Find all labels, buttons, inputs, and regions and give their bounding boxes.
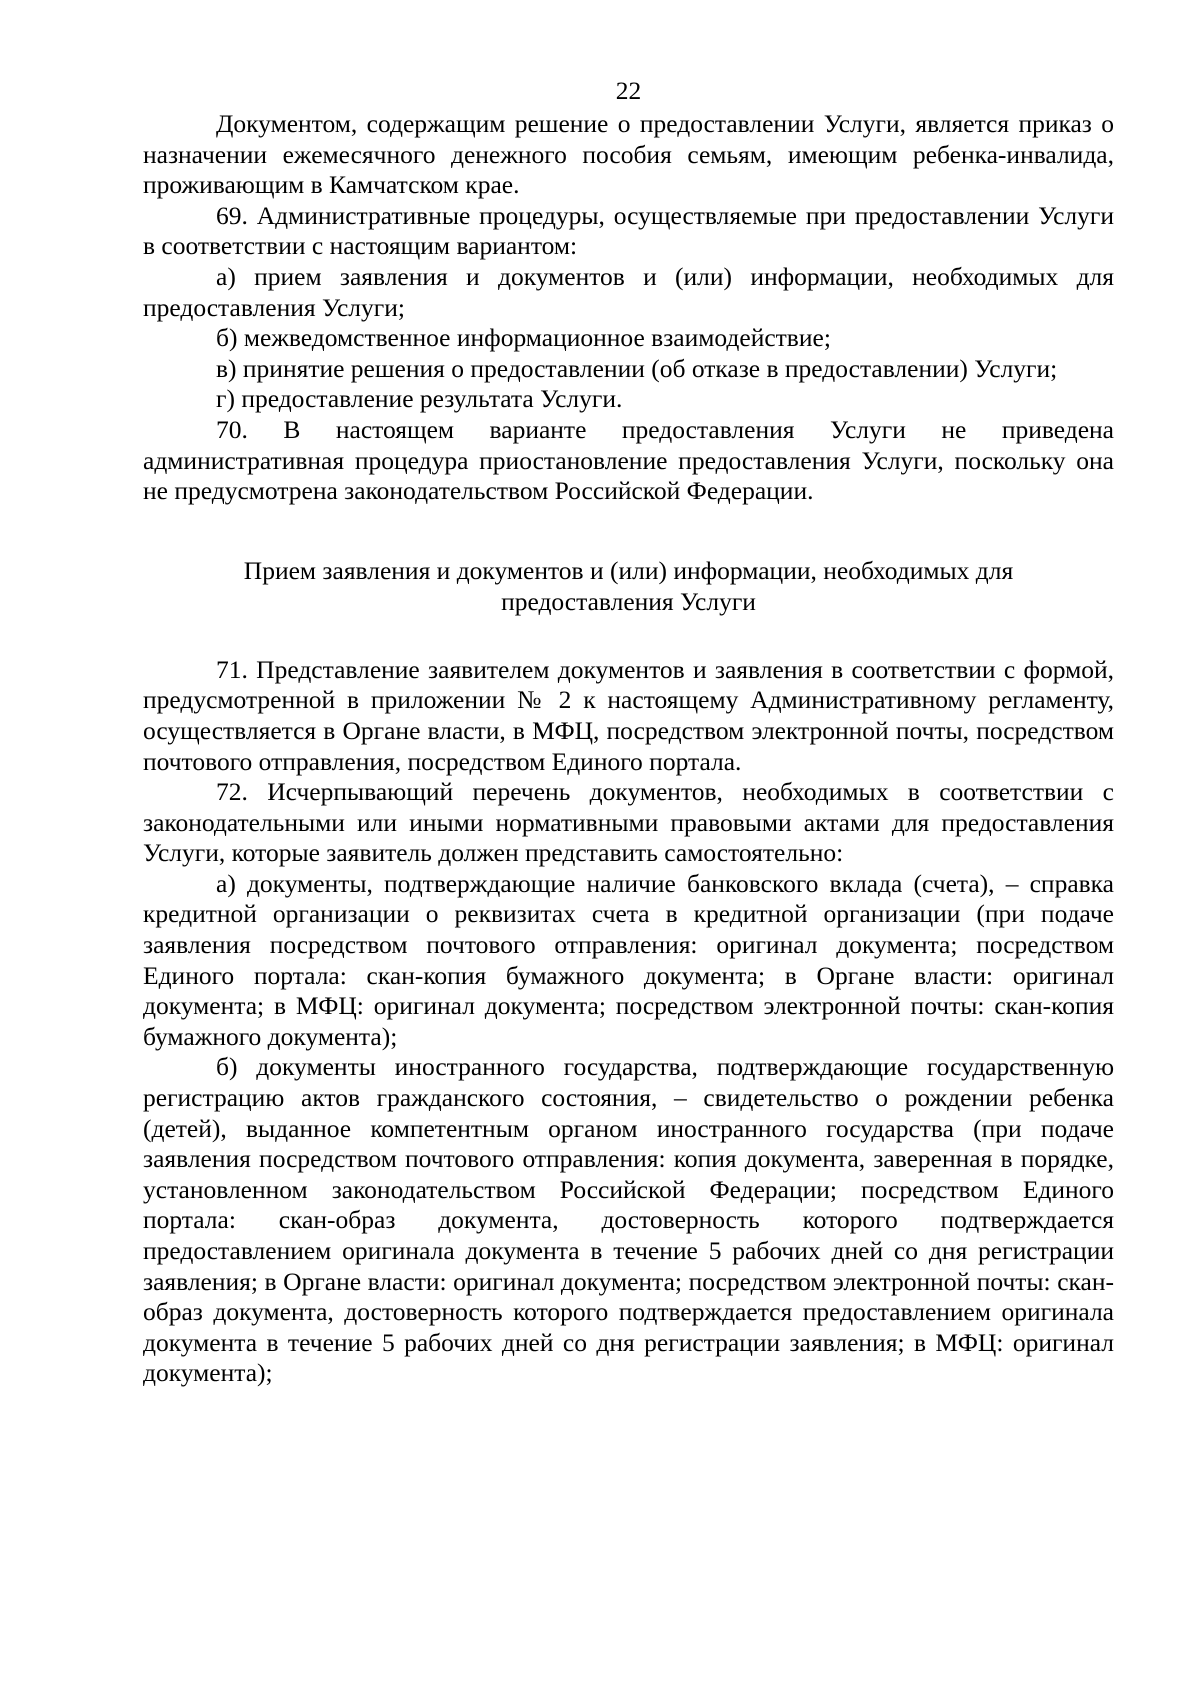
paragraph-72: 72. Исчерпывающий перечень документов, необходимых в соответствии с законодательными или иными нормативными правовыми актами для предоставления Услуги, которые заявитель должен представить самостоятельно:: [143, 777, 1114, 868]
list-item-g: г) предоставление результата Услуги.: [216, 384, 623, 414]
section-heading-line-2: предоставления Услуги: [501, 586, 756, 616]
paragraph-decision-document: Документом, содержащим решение о предоставлении Услуги, является приказ о назначении ежемесячного денежного пособия семьям, имеющим ребенка-инвалида, проживающим в Камчатском крае.: [143, 109, 1114, 200]
list-item-a: а) прием заявления и документов и (или) информации, необходимых для предоставления Услуги;: [143, 261, 1114, 322]
list-item-b: б) межведомственное информационное взаимодействие;: [216, 323, 831, 353]
list-item-72-a: а) документы, подтверждающие наличие банковского вклада (счета), – справка кредитной организации о реквизитах счета в кредитной организации (при подаче заявления посредством почтового отправления: оригинал документа; посредством Единого портала: скан-копия бумажного документа; в Органе власти: оригинал документа; в МФЦ: оригинал документа; посредством электронной почты: скан-копия бумажного документа);: [143, 868, 1114, 1051]
paragraph-70: 70. В настоящем варианте предоставления Услуги не приведена административная процедура приостановление предоставления Услуги, поскольку она не предусмотрена законодательством Российской Федерации.: [143, 414, 1114, 506]
paragraph-71: 71. Представление заявителем документов и заявления в соответствии с формой, предусмотренной в приложении № 2 к настоящему Административному регламенту, осуществляется в Органе власти, в МФЦ, посредством электронной почты, посредством почтового отправления, посредством Единого портала.: [143, 654, 1114, 776]
list-item-72-b: б) документы иностранного государства, подтверждающие государственную регистрацию актов гражданского состояния, – свидетельство о рождении ребенка (детей), выданное компетентным органом иностранного государства (при подаче заявления посредством почтового отправления: копия документа, заверенная в порядке, установленном законодательством Российской Федерации; посредством Единого портала: скан-образ документа, достоверность которого подтверждается предоставлением оригинала документа в течение 5 рабочих дней со дня регистрации заявления; в Органе власти: оригинал документа; посредством электронной почты: скан-образ документа, достоверность которого подтверждается предоставлением оригинала документа в течение 5 рабочих дней со дня регистрации заявления; в МФЦ: оригинал документа);: [143, 1052, 1114, 1388]
paragraph-69: 69. Административные процедуры, осуществляемые при предоставлении Услуги в соответствии с настоящим вариантом:: [143, 200, 1114, 261]
page-number: 22: [615, 76, 642, 105]
document-body: [143, 109, 1114, 1389]
section-heading-line-1: Прием заявления и документов и (или) информации, необходимых для: [243, 555, 1014, 585]
section-heading: [143, 555, 1114, 617]
list-item-v: в) принятие решения о предоставлении (об отказе в предоставлении) Услуги;: [216, 353, 1058, 383]
